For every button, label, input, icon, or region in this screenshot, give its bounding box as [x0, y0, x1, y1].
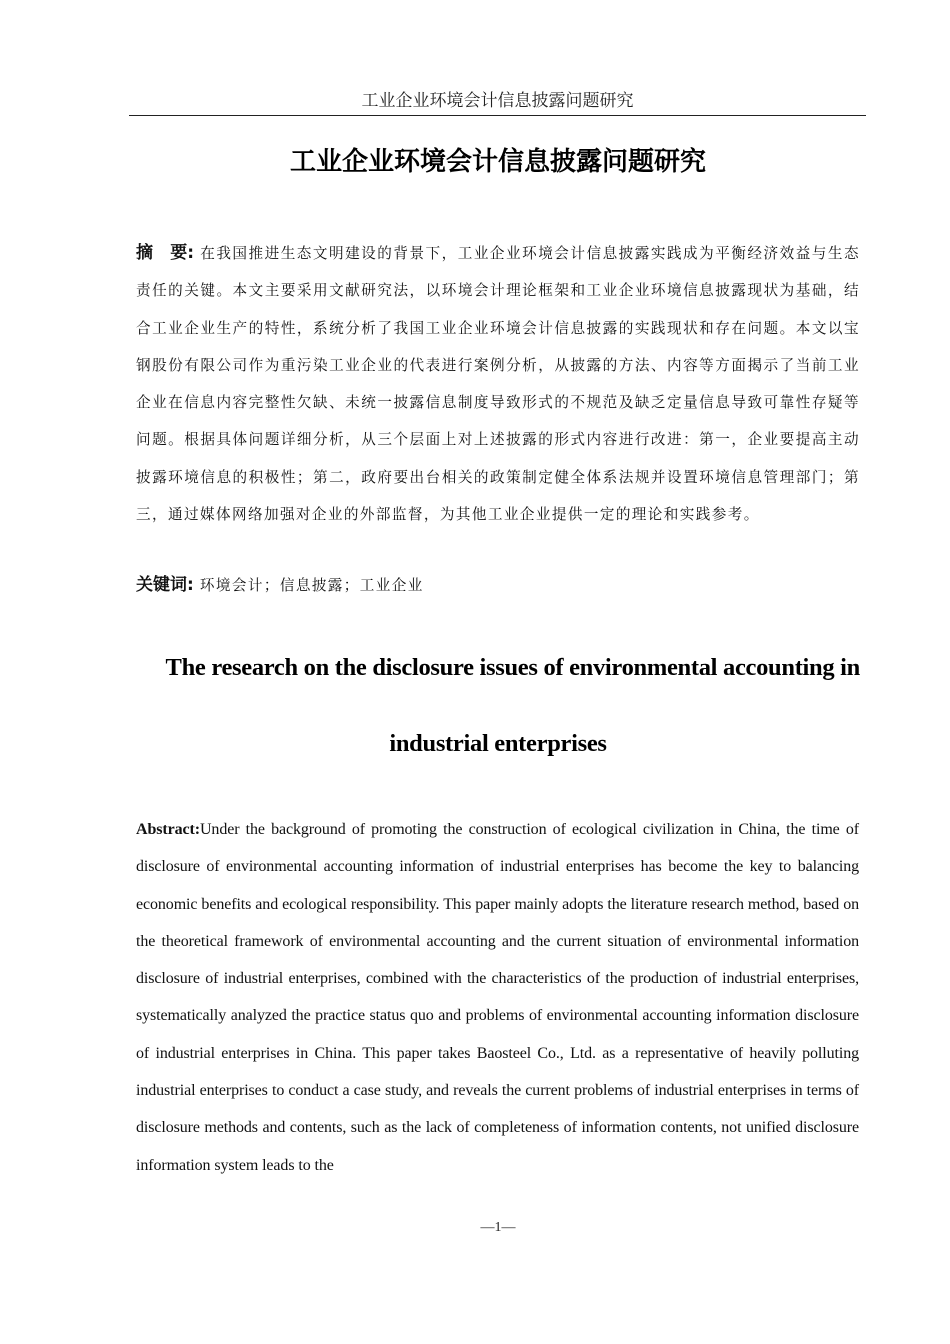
chinese-title: 工业企业环境会计信息披露问题研究: [289, 147, 706, 177]
running-header-title: 工业企业环境会计信息披露问题研究: [361, 91, 634, 111]
chinese-abstract-text: 在我国推进生态文明建设的背景下，工业企业环境会计信息披露实践成为平衡经济效益与生态责任的关键。本文主要采用文献研究法，以环境会计理论框架和工业企业环境信息披露现状为基础，结合工业企业生产的特性，系统分析了我国工业企业环境会计信息披露的实践现状和存在问题。本文以宝钢股份有限公司作为重污染工业企业的代表进行案例分析，从披露的方法、内容等方面揭示了当前工业企业在信息内容完整性欠缺、未统一披露信息制度导致形式的不规范及缺乏定量信息导致可靠性存疑等问题。根据具体问题详细分析，从三个层面上对上述披露的形式内容进行改进：第一，企业要提高主动披露环境信息的积极性；第二，政府要出台相关的政策制定健全体系法规并设置环境信息管理部门；第三，通过媒体网络加强对企业的外部监督，为其他工业企业提供一定的理论和实践参考。: [136, 245, 860, 524]
running-header: [129, 88, 866, 116]
chinese-keywords-text: 环境会计；信息披露；工业企业: [199, 577, 424, 594]
english-title-line-2: industrial enterprises: [389, 730, 607, 757]
page-number: —1—: [480, 1220, 516, 1235]
chinese-abstract: [136, 235, 860, 533]
chinese-keywords: [136, 567, 860, 604]
english-abstract: [136, 811, 859, 1184]
english-title: [136, 645, 860, 767]
chinese-abstract-label: 摘 要:: [136, 243, 195, 263]
english-title-line-1: The research on the disclosure issues of environmental accounting in: [165, 654, 860, 681]
english-abstract-text: Under the background of promoting the construction of ecological civilization in China, the time of disclosure of environmental accounting information of industrial enterprises has become the key to balancing economic benefits and ecological responsibility. This paper mainly adopts the literature research method, based on the theoretical framework of environmental accounting and the current situation of environmental information disclosure of industrial enterprises, combined with the characteristics of the production of industrial enterprises, systematically analyzed the practice status quo and problems of environmental accounting information disclosure of industrial enterprises in China. This paper takes Baosteel Co., Ltd. as a representative of heavily polluting industrial enterprises to conduct a case study, and reveals the current problems of industrial enterprises in terms of disclosure methods and contents, such as the lack of completeness of information contents, not unified disclosure information system leads to the: [136, 821, 859, 1174]
chinese-keywords-label: 关键词:: [136, 575, 194, 595]
english-abstract-label: Abstract:: [136, 821, 200, 838]
